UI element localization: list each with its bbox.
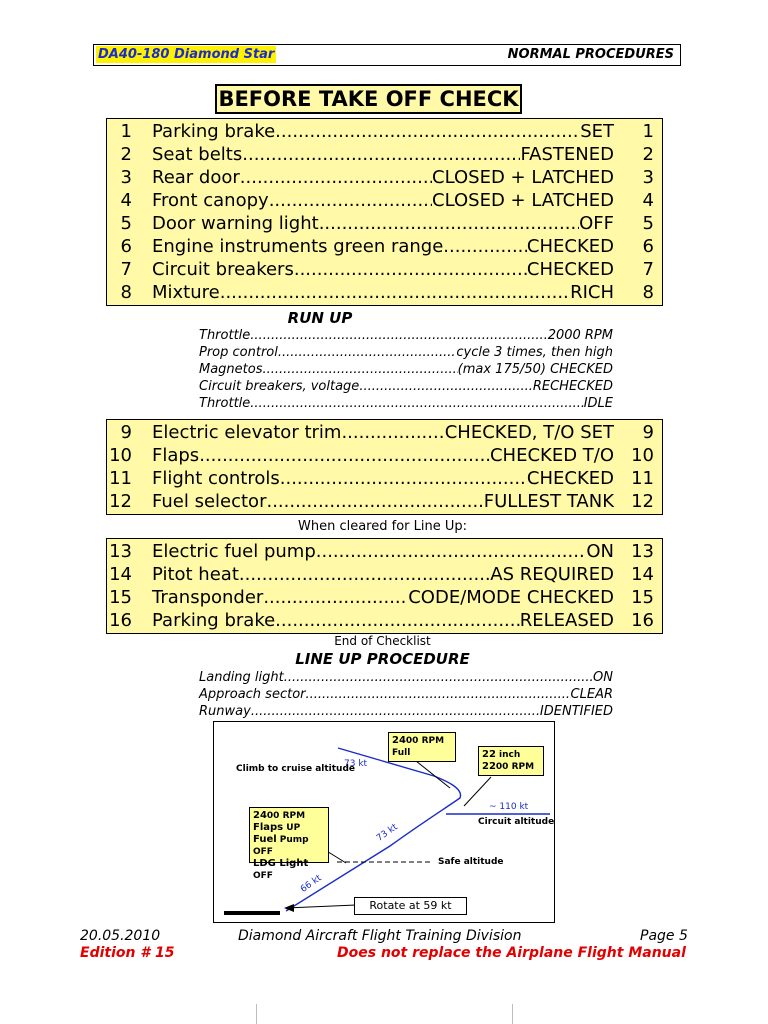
dot-leader — [443, 235, 527, 258]
item-action: CHECKED — [526, 236, 614, 257]
page-title: BEFORE TAKE OFF CHECK — [215, 84, 522, 114]
checklist-item — [107, 540, 662, 563]
item-number-right: 2 — [642, 144, 654, 165]
item-number-right: 1 — [642, 121, 654, 142]
item-text — [152, 540, 614, 563]
checklist-item — [107, 120, 662, 143]
note-inch-big: 22 — [482, 749, 496, 760]
item-number-right: 4 — [642, 190, 654, 211]
dot-leader — [278, 344, 457, 361]
item-action: ON — [586, 541, 614, 562]
item-action: CLEAR — [570, 687, 613, 702]
item-label: Runway — [199, 704, 251, 719]
item-label: Approach sector — [199, 687, 306, 702]
dot-leader — [240, 166, 432, 189]
dot-leader — [220, 281, 570, 304]
item-number-right: 12 — [631, 491, 654, 512]
item-label: Engine instruments green range — [152, 236, 444, 257]
item-text — [152, 467, 614, 490]
item-action: CLOSED + LATCHED — [432, 167, 614, 188]
item-action: RICH — [570, 282, 614, 303]
note-flaps-big: Flaps — [253, 822, 284, 833]
dot-leader — [239, 563, 490, 586]
item-text — [152, 258, 614, 281]
pointer-line-circuit — [464, 777, 491, 806]
checklist-item — [107, 563, 662, 586]
note-full-text: Full — [392, 748, 411, 758]
item-label: Door warning light — [152, 213, 319, 234]
checklist-item — [107, 166, 662, 189]
climb-label: Climb to cruise altitude — [236, 764, 356, 774]
item-number-left: 2 — [120, 144, 132, 165]
item-number-right: 15 — [631, 587, 654, 608]
note-circuit-power — [478, 746, 544, 776]
dot-leader — [316, 540, 587, 563]
dot-leader — [250, 327, 547, 344]
speed-label-low: 66 kt — [298, 873, 324, 895]
item-number-left: 6 — [120, 236, 132, 257]
item-number-left: 5 — [120, 213, 132, 234]
item-label: Prop control — [199, 345, 278, 360]
item-action: FULLEST TANK — [483, 491, 614, 512]
item-label: Transponder — [152, 587, 264, 608]
item-action: SET — [580, 121, 614, 142]
dot-leader — [319, 212, 579, 235]
item-label: Pitot heat — [152, 564, 239, 585]
safe-altitude-label: Safe altitude — [438, 857, 504, 867]
footer-edition: Edition # 15 — [80, 945, 175, 961]
speed-label-cruise: ~ 110 kt — [489, 802, 529, 812]
dot-leader — [266, 490, 483, 513]
item-number-right: 10 — [631, 445, 654, 466]
item-number-left: 13 — [109, 541, 132, 562]
dot-leader — [341, 421, 444, 444]
page-header — [93, 44, 681, 66]
procedure-item — [199, 344, 613, 361]
item-action: cycle 3 times, then high — [456, 345, 613, 360]
item-number-right: 13 — [631, 541, 654, 562]
procedure-item — [199, 378, 613, 395]
item-text — [152, 120, 614, 143]
item-text — [152, 609, 614, 632]
item-action: (max 175/50) CHECKED — [457, 362, 613, 377]
item-number-left: 10 — [109, 445, 132, 466]
end-of-checklist-note: End of Checklist — [334, 634, 431, 648]
item-number-left: 3 — [120, 167, 132, 188]
item-label: Flight controls — [152, 468, 280, 489]
checklist-item — [107, 609, 662, 632]
item-number-right: 16 — [631, 610, 654, 631]
aircraft-name: DA40-180 Diamond Star — [98, 47, 275, 62]
checklist-item — [107, 212, 662, 235]
item-action: CHECKED T/O — [489, 445, 614, 466]
pointer-line-rotate — [286, 905, 356, 908]
checklist-item — [107, 258, 662, 281]
note-rpm-big: 22 — [482, 761, 496, 772]
dot-leader — [306, 686, 571, 703]
item-label: Fuel selector — [152, 491, 267, 512]
checklist-item — [107, 143, 662, 166]
item-text — [152, 586, 614, 609]
procedure-item — [199, 686, 613, 703]
dot-leader — [284, 669, 593, 686]
item-label: Flaps — [152, 445, 200, 466]
item-action: AS REQUIRED — [490, 564, 614, 585]
procedure-item — [199, 395, 613, 412]
checklist-item — [107, 490, 662, 513]
item-label: Mixture — [152, 282, 220, 303]
rotate-speed-label: Rotate at 59 kt — [354, 897, 467, 915]
item-text — [152, 490, 614, 513]
pointer-arrow-rotate — [284, 904, 294, 912]
item-label: Seat belts — [152, 144, 243, 165]
speed-label-top: 73 kt — [344, 759, 368, 769]
item-action: CLOSED + LATCHED — [432, 190, 614, 211]
checklist-box-before-takeoff — [106, 118, 663, 306]
item-number-left: 15 — [109, 587, 132, 608]
note-full-power — [388, 732, 456, 762]
item-label: Rear door — [152, 167, 240, 188]
item-text — [152, 444, 614, 467]
footer-organization: Diamond Aircraft Flight Training Division — [238, 928, 522, 944]
note-rpm-rest: 00 RPM — [405, 736, 445, 746]
item-number-right: 6 — [642, 236, 654, 257]
note-ldg-rest: OFF — [253, 871, 273, 881]
item-number-left: 16 — [109, 610, 132, 631]
item-number-left: 4 — [120, 190, 132, 211]
checklist-item — [107, 586, 662, 609]
note-flaps-rest: UP — [283, 823, 301, 833]
note-ldg-big: LDG Light — [253, 858, 309, 869]
dot-leader — [269, 189, 432, 212]
item-number-left: 1 — [120, 121, 132, 142]
line-up-note: When cleared for Line Up: — [297, 519, 467, 534]
note-rpm-rest: 00 RPM — [266, 811, 306, 821]
note-rpm-rest: 00 RPM — [495, 762, 535, 772]
item-number-right: 9 — [642, 422, 654, 443]
dot-leader — [263, 361, 458, 378]
procedure-item — [199, 361, 613, 378]
item-number-left: 12 — [109, 491, 132, 512]
item-action: IDLE — [583, 396, 613, 411]
item-action: CODE/MODE CHECKED — [408, 587, 614, 608]
checklist-box-line-up — [106, 538, 663, 634]
dot-leader — [359, 378, 533, 395]
procedure-item — [199, 327, 613, 344]
dot-leader — [280, 467, 527, 490]
speed-label-mid: 73 kt — [374, 822, 400, 844]
dot-leader — [251, 703, 540, 720]
checklist-item — [107, 281, 662, 304]
item-number-right: 3 — [642, 167, 654, 188]
line-up-heading: LINE UP PROCEDURE — [295, 650, 470, 668]
checklist-item — [107, 189, 662, 212]
item-number-left: 14 — [109, 564, 132, 585]
dot-leader — [242, 143, 520, 166]
item-text — [152, 189, 614, 212]
item-action: ON — [593, 670, 613, 685]
footer-date: 20.05.2010 — [80, 928, 161, 944]
item-label: Landing light — [199, 670, 284, 685]
item-action: CHECKED — [526, 468, 614, 489]
note-rpm-big: 24 — [253, 810, 267, 821]
item-action: IDENTIFIED — [539, 704, 613, 719]
dot-leader — [263, 586, 408, 609]
item-action: CHECKED — [526, 259, 614, 280]
item-label: Magnetos — [199, 362, 263, 377]
note-rpm-big: 24 — [392, 735, 406, 746]
item-action: FASTENED — [520, 144, 614, 165]
page-divider-right — [512, 1004, 513, 1024]
item-label: Throttle — [199, 328, 251, 343]
item-action: 2000 RPM — [547, 328, 613, 343]
item-number-left: 8 — [120, 282, 132, 303]
item-label: Circuit breakers, voltage — [199, 379, 360, 394]
circuit-altitude-label: Circuit altitude — [478, 817, 555, 827]
dot-leader — [199, 444, 490, 467]
item-number-left: 9 — [120, 422, 132, 443]
page-divider-left — [256, 1004, 257, 1024]
item-label: Electric elevator trim — [152, 422, 342, 443]
item-number-right: 5 — [642, 213, 654, 234]
item-number-right: 14 — [631, 564, 654, 585]
item-label: Front canopy — [152, 190, 269, 211]
item-action: CHECKED, T/O SET — [444, 422, 614, 443]
checklist-item — [107, 235, 662, 258]
item-number-right: 8 — [642, 282, 654, 303]
note-inch-rest: inch — [495, 750, 521, 760]
checklist-item — [107, 444, 662, 467]
pointer-line-full — [416, 761, 450, 788]
dot-leader — [294, 258, 527, 281]
item-action: OFF — [579, 213, 614, 234]
dot-leader — [275, 120, 580, 143]
item-label: Throttle — [199, 396, 251, 411]
dot-leader — [250, 395, 583, 412]
item-text — [152, 143, 614, 166]
item-text — [152, 421, 614, 444]
checklist-box-run-up-after — [106, 419, 663, 515]
item-text — [152, 235, 614, 258]
item-number-right: 7 — [642, 259, 654, 280]
footer-page-number: Page 5 — [640, 928, 688, 944]
checklist-item — [107, 421, 662, 444]
takeoff-profile-diagram — [213, 721, 555, 923]
note-safe-altitude-actions — [249, 807, 329, 881]
item-text — [152, 281, 614, 304]
note-fuel-big: Fuel — [253, 834, 277, 845]
item-action: RECHECKED — [532, 379, 613, 394]
item-text — [152, 212, 614, 235]
item-action: RELEASED — [519, 610, 614, 631]
item-label: Parking brake — [152, 121, 276, 142]
item-number-left: 7 — [120, 259, 132, 280]
procedure-item — [199, 703, 613, 720]
note-fuel-rest: Pump OFF — [253, 835, 309, 857]
section-name: NORMAL PROCEDURES — [507, 47, 674, 62]
item-text — [152, 563, 614, 586]
checklist-item — [107, 467, 662, 490]
footer-disclaimer: Does not replace the Airplane Flight Manual — [337, 945, 686, 961]
item-label: Electric fuel pump — [152, 541, 316, 562]
item-label: Circuit breakers — [152, 259, 294, 280]
dot-leader — [275, 609, 520, 632]
item-number-right: 11 — [631, 468, 654, 489]
run-up-heading: RUN UP — [287, 309, 353, 327]
item-number-left: 11 — [109, 468, 132, 489]
item-text — [152, 166, 614, 189]
procedure-item — [199, 669, 613, 686]
item-label: Parking brake — [152, 610, 276, 631]
